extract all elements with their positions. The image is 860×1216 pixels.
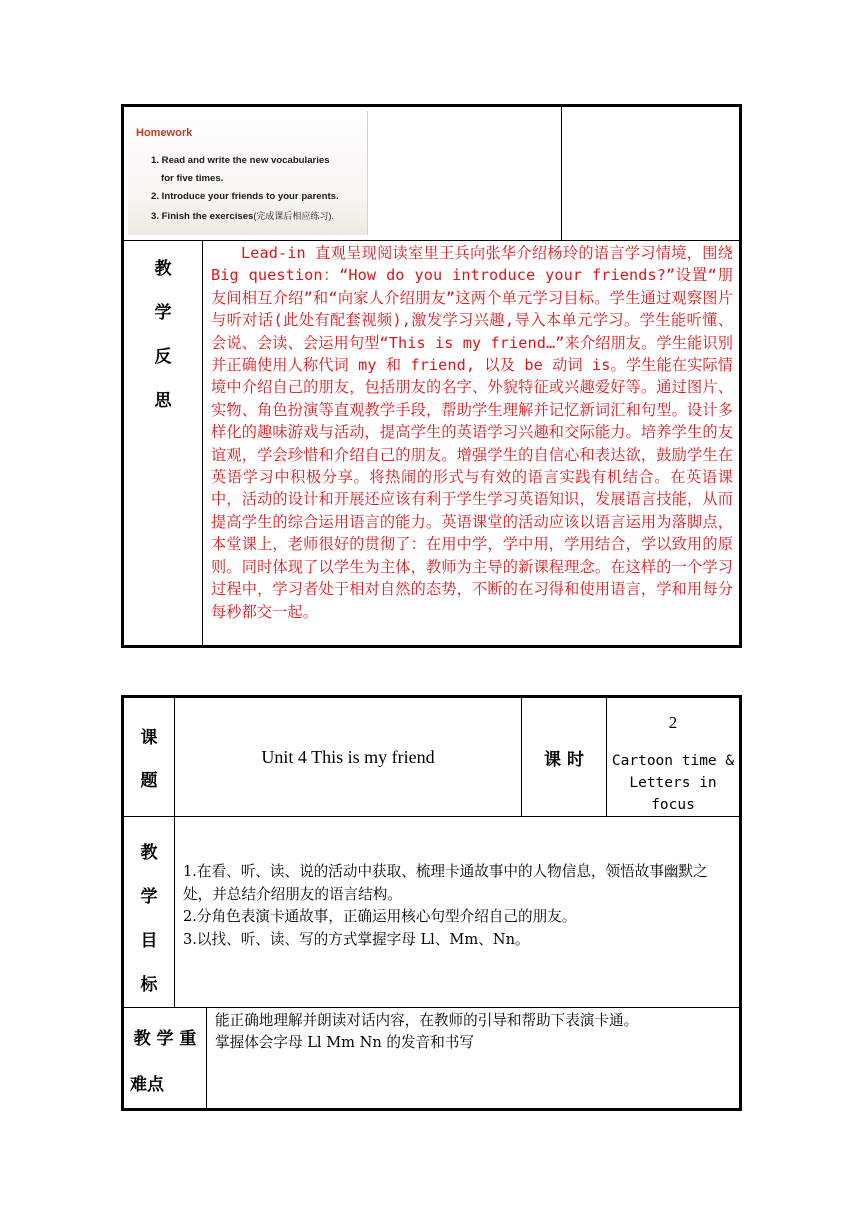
difficulty-line: 掌握体会字母 Ll Mm Nn 的发音和书写: [215, 1034, 474, 1051]
homework-item: 2. Introduce your friends to your parents.: [151, 191, 339, 202]
label-line: 难点: [130, 1075, 164, 1095]
difficulty-label: [123, 1008, 207, 1110]
label-char: 反: [154, 347, 172, 367]
difficulty-line: 能正确地理解并朗读对话内容，在教师的引导和帮助下表演卡通。: [215, 1012, 639, 1029]
reflection-cell: [203, 241, 741, 647]
homework-title: Homework: [136, 127, 193, 139]
homework-item: 1. Read and write the new vocabularies: [151, 155, 330, 166]
unit-title: Unit 4 This is my friend: [175, 697, 522, 817]
label-char: 学: [154, 303, 172, 323]
objective-item: 3.以找、听、读、写的方式掌握字母 Ll、Mm、Nn。: [183, 930, 530, 948]
homework-item: 3. Finish the exercises(完成课后相应练习).: [151, 211, 334, 222]
topic-label: [123, 697, 175, 817]
difficulty-cell: [207, 1008, 741, 1110]
objective-item: 2.分角色表演卡通故事，正确运用核心句型介绍自己的朋友。: [183, 908, 577, 925]
label-char: 课: [140, 728, 158, 748]
objectives-cell: [175, 817, 741, 1008]
label-char: 教: [154, 259, 172, 279]
period-label: 课 时: [522, 697, 607, 817]
homework-item: for five times.: [161, 173, 224, 184]
reflection-label: [123, 241, 203, 647]
label-char: 标: [140, 975, 158, 995]
objectives-label: [123, 817, 175, 1008]
label-char: 教: [140, 843, 158, 863]
period-content: Cartoon time & Letters in focus: [611, 753, 735, 813]
label-line: 教 学 重: [133, 1029, 197, 1049]
period-cell: [607, 697, 741, 817]
reflection-text: Lead-in 直观呈现阅读室里王兵向张华介绍杨玲的语言学习情境，围绕 Big question：“How do you introduce your friends?”设置“朋友间相互介绍”和“向家人介绍朋友”这两个单元学习目标。学生通过观察图片与听对话(此处有配套视频),激发学习兴趣,导入本单元学习。学生能听懂、会说、会读、会运用句型“This is my friend…”来介绍朋友。学生能识别并正确使用人称代词 my 和 friend, 以及 be 动词 is。学生能在实际情境中介绍自己的朋友，包括朋友的名字、外貌特征或兴趣爱好等。通过图片、实物、角色扮演等直观教学手段，帮助学生理解并记忆新词汇和句型。设计多样化的趣味游戏与活动，提高学生的英语学习兴趣和交际能力。培养学生的友谊观，学会珍惜和介绍自己的朋友。增强学生的自信心和表达欲，鼓励学生在英语学习中积极分享。将热闹的形式与有效的语言实践有机结合。在英语课中，活动的设计和开展还应该有利于学生学习英语知识，发展语言技能，从而提高学生的综合运用语言的能力。英语课堂的活动应该以语言运用为落脚点，本堂课上，老师很好的贯彻了：在用中学，学中用，学用结合，学以致用的原则。同时体现了以学生为主体，教师为主导的新课程理念。在这样的一个学习过程中，学习者处于相对自然的态势，不断的在习得和使用语言，学和用每分每秒都交一起。: [211, 244, 733, 621]
empty-cell: [562, 106, 741, 241]
label-char: 思: [154, 391, 172, 411]
period-number: 2: [668, 713, 678, 732]
lesson-plan-table-upper: [121, 104, 742, 648]
homework-slide-image: [128, 111, 368, 235]
label-char: 题: [140, 771, 158, 791]
homework-cell: [123, 106, 562, 241]
lesson-plan-table-lower: [121, 695, 742, 1111]
label-char: 目: [140, 931, 158, 951]
objective-item: 1.在看、听、读、说的活动中获取、梳理卡通故事中的人物信息，领悟故事幽默之处，并总结介绍朋友的语言结构。: [183, 863, 708, 903]
label-char: 学: [140, 887, 158, 907]
